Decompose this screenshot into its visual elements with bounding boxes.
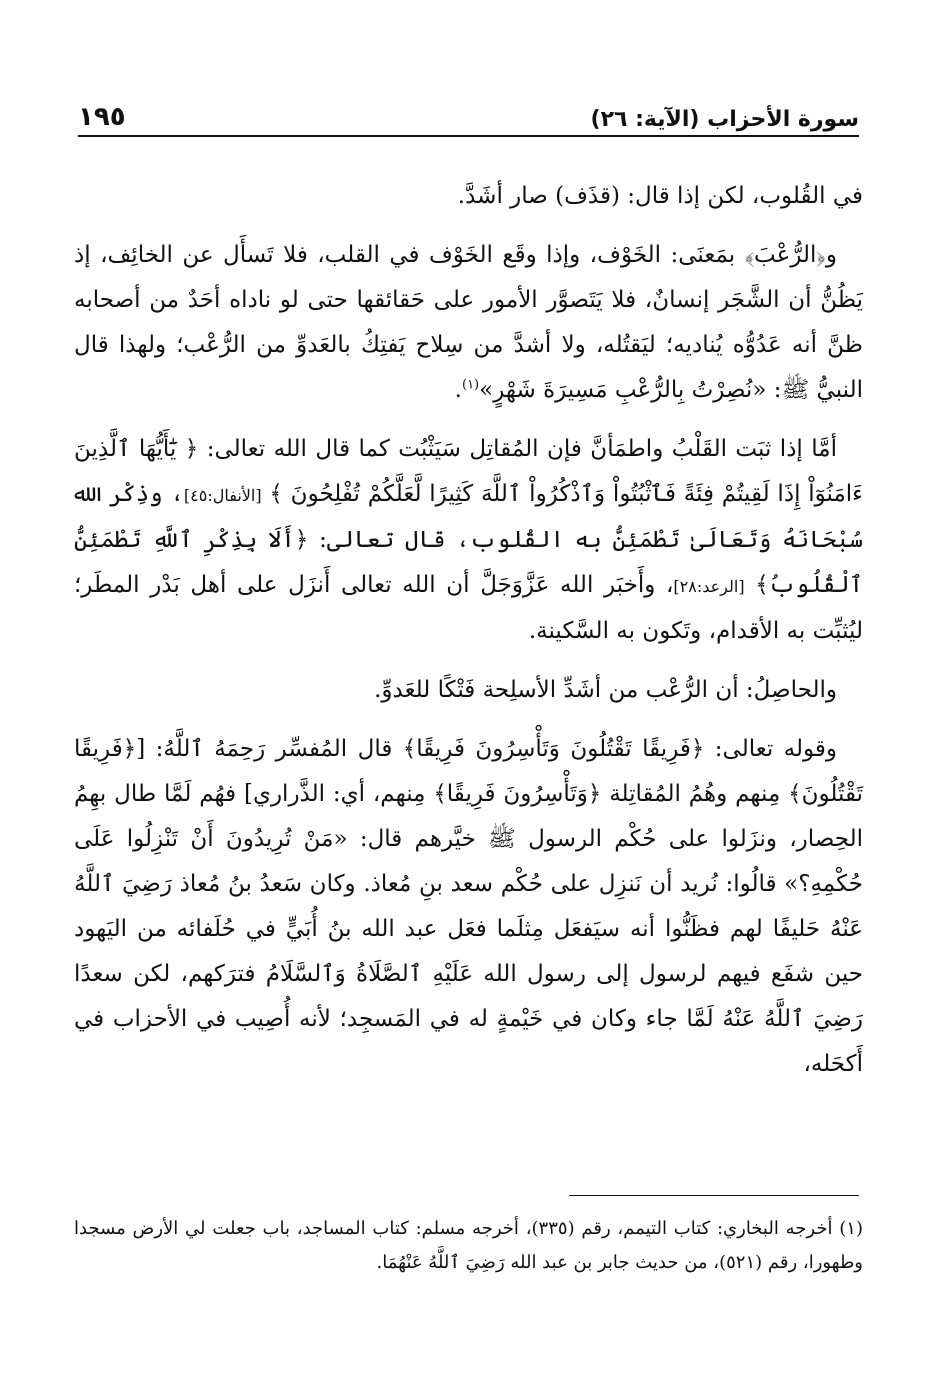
paragraph: [74, 668, 863, 713]
paragraph-text: وقوله تعالى: ﴿فَرِيقًا تَقْتُلُونَ وَتَأْسِرُونَ فَرِيقًا﴾ قال المُفسِّر رَحِمَهُ ٱللَّهُ: [﴿فَرِيقًا تَقْتُلُونَ﴾ مِنهم وهُمُ المُقاتِلة ﴿وَتَأْسِرُونَ فَرِيقًا﴾ مِنهم، أي: الذَّراري] فهُم لَمَّا طال بهِمُ الحِصار، ونزَلوا على حُكْم الرسول ﷺ خيَّرهم قال: «مَنْ تُرِيدُونَ أَنْ تَنْزِلُوا عَلَى حُكْمِهِ؟» قالُوا: نُريد أن نَنزِل على حُكْم سعد بنِ مُعاذ. وكان سَعدُ بنُ مُعاذ رَضِيَ ٱللَّهُ عَنْهُ حَليفًا لهم فظَنُّوا أنه سيَفعَل مِثلَما فعَل عبد الله بنُ أُبَيٍّ في حُلَفائه من اليَهود حين شفَع فيهم لرسول إلى رسول الله عَلَيْهِ ٱلصَّلَاةُ وَٱلسَّلَامُ فترَكهم، لكن سعدًا رَضِيَ ٱللَّهُ عَنْهُ لَمَّا جاء وكان في خَيْمةٍ له في المَسجِد؛ لأنه أُصِيب في الأحزاب في أَكحَله،: [74, 736, 863, 1077]
page-number: ١٩٥: [78, 102, 126, 132]
paragraph-text: ، وأَخبَر الله عَزَّوَجَلَّ أن الله تعالى أَنزَل على أهل بَدْر المطَر؛ ليُثبِّت به الأقدام، وتَكون به السَّكينة.: [74, 572, 863, 644]
footnote-marker[interactable]: (١): [461, 377, 480, 393]
running-title: سورة الأحزاب (الآية: ٢٦): [590, 107, 859, 132]
paragraph-text: في القُلوب، لكن إذا قال: (قذَف) صار أشَدَّ.: [457, 183, 863, 209]
paragraph-text: و﴿الرُّعْبَ﴾ بمَعنَى: الخَوْف، وإذا وقَع الخَوْف في القلب، فلا تَسأَل عن الخائِف، إذ يَظُنُّ أن الشَّجَر إنسانٌ، فلا يَتَصوَّر الأمور على حَقائقها حتى لو ناداه أحَدٌ من أصحابه ظنَّ أنه عَدُوُّه يُناديه؛ ليَقتُله، ولا أشدَّ من سِلاح يَفتِكُ بالعَدوِّ من الرُّعْب؛ ولهذا قال النبيُّ ﷺ: «نُصِرْتُ بِالرُّعْبِ مَسِيرَةَ شَهْرٍ»: [74, 242, 863, 403]
main-text: [74, 174, 863, 1101]
paragraph: [74, 233, 863, 413]
verse-reference: [الأنفال:٤٥]: [183, 486, 262, 505]
footnote-text: (١) أخرجه البخاري: كتاب التيمم، رقم (٣٣٥)، أخرجه مسلم: كتاب المساجد، باب جعلت لي الأرض مسجدا وطهورا، رقم (٥٢١)، من حديث جابر بن عبد الله رَضِيَ ٱللَّهُ عَنْهُمَا.: [74, 1218, 863, 1273]
footnote: [74, 1212, 863, 1280]
paragraph: [74, 427, 863, 654]
paragraph: [74, 174, 863, 219]
paragraph: [74, 727, 863, 1087]
paragraph-text: أمَّا إذا ثبَت القَلْبُ واطمَأنَّ فإن المُقاتِل سَيَثْبُت كما قال الله تعالى: ﴿ يَٰٓأَيُّهَا ٱلَّذِينَ ءَامَنُوٓاْ إِذَا لَقِيتُمْ فِئَةً فَٱثْبُتُواْ وَٱذْكُرُواْ ٱللَّهَ كَثِيرًا لَّعَلَّكُمْ تُفْلِحُونَ ﴾: [74, 436, 863, 507]
paragraph-text: والحاصِلُ: أن الرُّعْب من أشَدِّ الأسلِحة فَتْكًا للعَدوِّ.: [374, 677, 837, 703]
footnote-rule: [569, 1195, 859, 1196]
paragraph-end: .: [454, 377, 462, 403]
paragraph-text: ، وذِكْر الله سُبْحَانَهُ وَتَعَالَىٰ تَطْمَئِنُّ به القُلوب، قال تعالى: ﴿أَلَا بِذِكْرِ ٱللَّهِ تَطْمَئِنُّ ٱلْقُلُوبُ﴾: [74, 481, 864, 598]
header-rule: [78, 135, 859, 137]
verse-reference: [الرعد:٢٨]: [673, 577, 745, 596]
page-header: [78, 92, 859, 132]
